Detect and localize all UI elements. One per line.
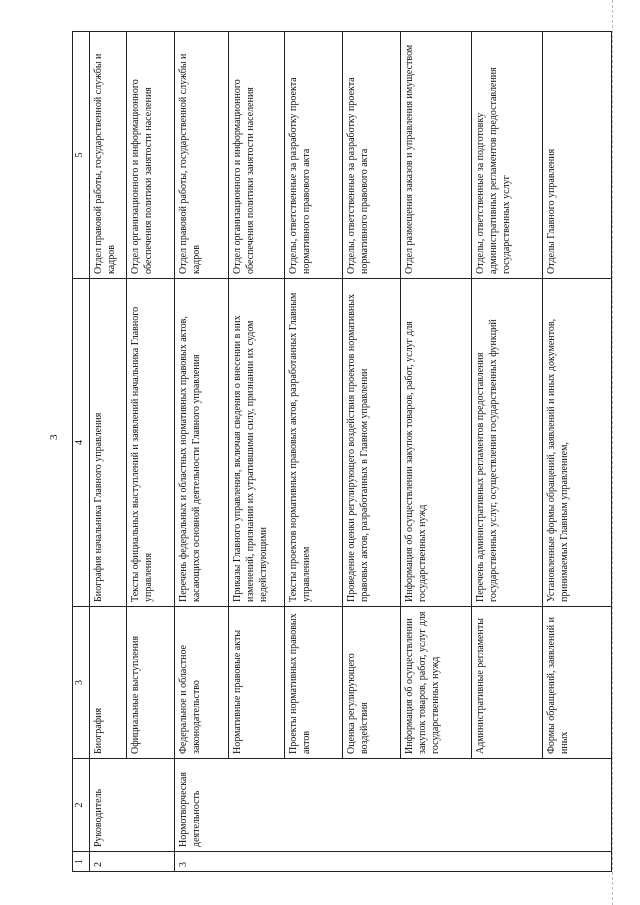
content-cell: Установленные формы обращений, заявлений и иных документов, принимаемых Главным управлением, [543,279,612,607]
responsible-cell: Отдел правовой работы, государственной службы и кадров [90,32,127,279]
table-row [472,32,543,872]
content-cell: Тексты проектов нормативных правовых актов, разработанных Главным управлением [285,279,343,607]
header-col-4: 4 [73,279,90,607]
header-col-5: 5 [73,32,90,279]
row-number: 2 [90,852,175,872]
section-cell: Нормотворческая деятельность [175,759,612,852]
header-col-1: 1 [73,852,90,872]
responsible-cell: Отдел организационного и информационного обеспечения политики занятости населения [229,32,285,279]
responsible-cell: Отделы, ответственные за разработку проекта нормативного правового акта [343,32,401,279]
responsible-cell: Отдел организационного и информационного обеспечения политики занятости населения [127,32,175,279]
table-row [127,32,175,872]
row-number: 3 [175,852,612,872]
content-cell: Информация об осуществлении закупок товаров, работ, услуг для государственных нужд [401,279,472,607]
table-row [175,32,229,872]
header-col-3: 3 [73,607,90,759]
category-cell: Биография [90,607,127,759]
content-cell: Приказы Главного управления, включая сведения о внесении в них изменений, признании их утратившими силу, признании их судом недействующими [229,279,285,607]
content-cell: Проведение оценки регулирующего воздействия проектов нормативных правовых актов, разработанных в Главном управлении [343,279,401,607]
document-table [72,31,612,872]
responsible-cell: Отдел правовой работы, государственной службы и кадров [175,32,229,279]
page-number: 3 [48,434,60,440]
responsible-cell: Отделы, ответственные за подготовку административных регламентов предоставления государственных услуг [472,32,543,279]
scan-edge-divider [612,0,614,905]
content-cell: Биография начальника Главного управления [90,279,127,607]
header-row [73,32,90,872]
category-cell: Оценка регулирующего воздействия [343,607,401,759]
table-row [229,32,285,872]
responsible-cell: Отделы Главного управления [543,32,612,279]
table-row [401,32,472,872]
document-table-container [72,32,612,872]
responsible-cell: Отделы, ответственные за разработку проекта нормативного правового акта [285,32,343,279]
category-cell: Административные регламенты [472,607,543,759]
responsible-cell: Отдел размещения заказов и управления имуществом [401,32,472,279]
table-row [343,32,401,872]
table-row [543,32,612,872]
category-cell: Официальные выступления [127,607,175,759]
content-cell: Перечень административных регламентов предоставления государственных услуг, осуществления государственных функций [472,279,543,607]
table-row [90,32,127,872]
header-col-2: 2 [73,759,90,852]
section-cell: Руководитель [90,759,175,852]
table-row [285,32,343,872]
category-cell: Нормативные правовые акты [229,607,285,759]
category-cell: Федеральное и областное законодательство [175,607,229,759]
content-cell: Перечень федеральных и областных нормативных правовых актов, касающихся основной деятельности Главного управления [175,279,229,607]
category-cell: Информация об осуществлении закупок товаров, работ, услуг для государственных нужд [401,607,472,759]
category-cell: Формы обращений, заявлений и иных [543,607,612,759]
category-cell: Проекты нормативных правовых актов [285,607,343,759]
content-cell: Тексты официальных выступлений и заявлений начальника Главного управления [127,279,175,607]
